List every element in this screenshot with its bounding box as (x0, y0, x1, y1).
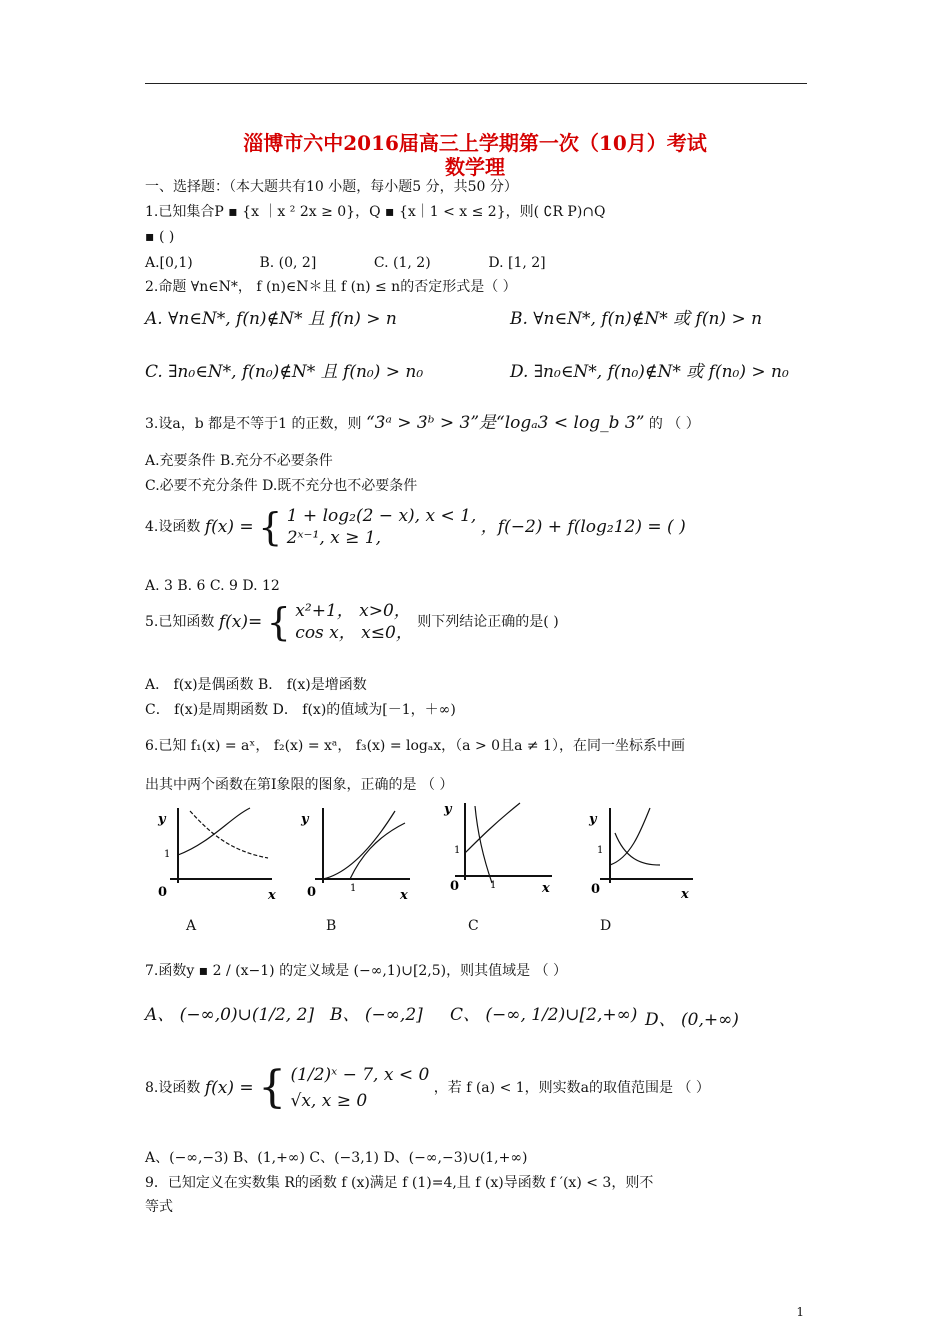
header-rule (145, 83, 807, 84)
q5-cases (295, 600, 413, 644)
q3-stem (145, 413, 700, 434)
q6-d-one: 1 (597, 845, 604, 856)
q8-brace: { (258, 1062, 287, 1113)
q6-c-one-x: 1 (490, 880, 497, 891)
page-number: 1 (796, 1305, 804, 1319)
q6-caption-c: C (468, 918, 479, 934)
q6-c-origin: 0 (450, 879, 460, 894)
q6-graph-a (150, 803, 280, 903)
q2-option-c: C. ∃n₀∈N*, f(n₀)∉N* 且 f(n₀) > n₀ (145, 362, 424, 382)
q4-case2: 2ˣ⁻¹, x ≥ 1, (286, 528, 382, 548)
q6-c-one-y: 1 (454, 845, 461, 856)
q6-caption-b: B (326, 918, 337, 934)
q6-graph-b (295, 803, 415, 903)
q2-option-d: D. ∃n₀∈N*, f(n₀)∉N* 或 f(n₀) > n₀ (510, 362, 789, 382)
q6-d-x-label: x (681, 887, 689, 902)
q6-b-x-label: x (400, 888, 408, 903)
q5-case2: cos x， x≤0， (295, 623, 413, 643)
exam-subtitle: 数学理 (445, 155, 505, 179)
q8-fx: f(x) = (204, 1078, 254, 1098)
q6-b-y-label: y (301, 812, 309, 827)
q6-d-y-label: y (589, 812, 597, 827)
q1-option-d: D. [1, 2] (488, 255, 546, 271)
q9-stem-cont: 等式 (145, 1199, 173, 1215)
q1-options (145, 253, 546, 273)
q4-prefix: 4.设函数 (145, 519, 201, 535)
q1-option-a: A.[0,1) (145, 255, 193, 271)
section-heading: 一、选择题：（本大题共有10 小题，每小题5 分，共50 分） (145, 179, 518, 195)
q3-stem-a: 3.设a，b 都是不等于1 的正数，则 (145, 416, 362, 432)
q7-stem: 7.函数y ▪ 2 / (x−1) 的定义域是 (−∞,1)∪[2,5)，则其值域是 （ ） (145, 963, 568, 979)
q6-caption-a: A (186, 918, 197, 934)
q4-fx: f(x) = (204, 517, 254, 537)
q5-options-row2: C． f(x)是周期函数 D． f(x)的值域为[－1，＋∞) (145, 702, 456, 718)
q4-case1: 1 + log₂(2 − x), x < 1, (286, 506, 477, 526)
q6-d-origin: 0 (591, 882, 601, 897)
q7-option-d: D、 (0,+∞) (645, 1010, 739, 1030)
q5-stem (145, 600, 559, 644)
q6-a-y-label: y (158, 812, 166, 827)
q1-option-b: B. (0, 2] (259, 255, 317, 271)
q6-stem: 6.已知 f₁(x) = aˣ， f₂(x) = xᵃ， f₃(x) = logₐx，（a > 0且a ≠ 1），在同一坐标系中画 (145, 738, 685, 754)
q3-options-row1: A.充要条件 B.充分不必要条件 (145, 453, 333, 469)
q4-stem (145, 505, 686, 549)
q6-caption-d: D (600, 918, 612, 934)
q1-option-c: C. (1, 2) (373, 255, 431, 271)
q6-a-one: 1 (164, 849, 171, 860)
q6-a-x-label: x (268, 888, 276, 903)
exam-title: 淄博市六中2016届高三上学期第一次（10月）考试 (243, 131, 707, 155)
q7-option-c: C、 (−∞, 1/2)∪[2,+∞) (450, 1005, 638, 1025)
q8-suffix: ，若 f (a) < 1，则实数a的取值范围是 （ ） (433, 1080, 710, 1096)
q7-option-b: B、 (−∞,2] (330, 1005, 423, 1025)
q4-brace: { (258, 505, 283, 549)
q5-suffix: 则下列结论正确的是( ) (417, 614, 559, 630)
q2-option-a: A. ∀n∈N*, f(n)∉N* 且 f(n) > n (145, 309, 397, 329)
q8-case2: √x, x ≥ 0 (290, 1091, 368, 1111)
q5-options-row1: A． f(x)是偶函数 B． f(x)是增函数 (145, 677, 367, 693)
q9-stem: 9．已知定义在实数集 R的函数 f (x)满足 f (1)=4,且 f (x)导函数 f ′(x) < 3，则不 (145, 1175, 654, 1191)
q8-cases (291, 1062, 430, 1114)
q1-stem: 1.已知集合P ▪ {x ｜x ² 2x ≥ 0}，Q ▪ {x｜1 < x ≤ 2}，则( ∁R P)∩Q (145, 204, 606, 220)
q4-suffix: ，f(−2) + f(log₂12) = ( ) (480, 517, 686, 537)
q5-case1: x²+1， x>0， (295, 601, 411, 621)
q3-condition: “3ᵃ > 3ᵇ > 3”是“logₐ3 < log_b 3” (365, 413, 645, 433)
q4-cases (287, 505, 477, 549)
q6-b-one: 1 (350, 883, 357, 894)
q6-graph-d (585, 803, 700, 903)
q2-option-b: B. ∀n∈N*, f(n)∉N* 或 f(n) > n (510, 309, 763, 329)
q3-stem-c: 的 （ ） (648, 416, 700, 432)
q6-graph-c (440, 798, 560, 898)
q8-prefix: 8.设函数 (145, 1080, 201, 1096)
q6-b-origin: 0 (307, 885, 317, 900)
q5-fx: f(x)= (218, 612, 263, 632)
q6-a-origin: 0 (158, 885, 168, 900)
q5-prefix: 5.已知函数 (145, 614, 215, 630)
q2-stem: 2.命题 ∀n∈N*， f (n)∈N＊且 f (n) ≤ n的否定形式是（ ） (145, 279, 517, 295)
q8-stem (145, 1062, 710, 1114)
q4-options: A. 3 B. 6 C. 9 D. 12 (145, 578, 280, 594)
q7-option-a: A、 (−∞,0)∪(1/2, 2] (145, 1005, 315, 1025)
q3-options-row2: C.必要不充分条件 D.既不充分也不必要条件 (145, 478, 418, 494)
q6-c-y-label: y (444, 802, 452, 817)
q5-brace: { (266, 600, 291, 644)
q8-case1: (1/2)ˣ − 7, x < 0 (290, 1065, 430, 1085)
q6-c-x-label: x (542, 881, 550, 896)
q6-stem-cont: 出其中两个函数在第Ⅰ象限的图象，正确的是 （ ） (145, 777, 454, 793)
q1-stem-cont: ▪ ( ) (145, 229, 175, 245)
q8-options: A、(−∞,−3) B、(1,+∞) C、(−3,1) D、(−∞,−3)∪(1,+∞) (145, 1150, 528, 1166)
